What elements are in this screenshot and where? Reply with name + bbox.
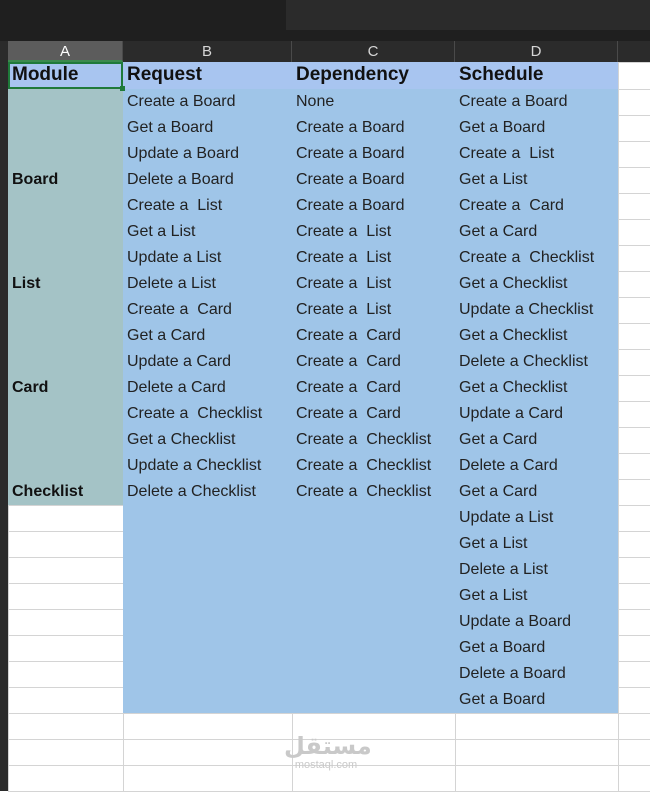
dependency-cell[interactable]: Create a Card — [296, 379, 401, 396]
request-cell[interactable]: Get a List — [127, 223, 196, 240]
schedule-cell[interactable]: Delete a Checklist — [459, 353, 588, 370]
schedule-cell[interactable]: Update a Card — [459, 405, 564, 422]
request-cell[interactable]: Get a Card — [127, 327, 206, 344]
schedule-cell[interactable]: Get a List — [459, 535, 528, 552]
header-cell-schedule[interactable]: Schedule — [459, 64, 544, 85]
dependency-cell[interactable]: Create a List — [296, 301, 392, 318]
request-cell[interactable]: Update a List — [127, 249, 222, 266]
header-cell-request[interactable]: Request — [127, 64, 202, 85]
dependency-cell[interactable]: Create a Board — [296, 171, 405, 188]
header-cell-dependency[interactable]: Dependency — [296, 64, 409, 85]
request-cell[interactable]: Get a Checklist — [127, 431, 236, 448]
schedule-cell[interactable]: Update a Checklist — [459, 301, 594, 318]
dependency-cell[interactable]: Create a Checklist — [296, 431, 432, 448]
module-cell[interactable]: List — [12, 275, 41, 292]
dependency-cell[interactable]: Create a List — [296, 249, 392, 266]
schedule-cell[interactable]: Create a List — [459, 145, 555, 162]
dependency-cell[interactable]: Create a Checklist — [296, 483, 432, 500]
request-cell[interactable]: Create a Card — [127, 301, 232, 318]
dependency-cell[interactable]: Create a Board — [296, 119, 405, 136]
request-cell[interactable]: Create a List — [127, 197, 223, 214]
request-cell[interactable]: Delete a Checklist — [127, 483, 256, 500]
module-cell[interactable]: Board — [12, 171, 59, 188]
schedule-cell[interactable]: Delete a Card — [459, 457, 558, 474]
schedule-cell[interactable]: Get a Card — [459, 223, 538, 240]
dependency-cell[interactable]: Create a List — [296, 275, 392, 292]
schedule-cell[interactable]: Get a List — [459, 587, 528, 604]
request-cell[interactable]: Update a Board — [127, 145, 240, 162]
dependency-cell[interactable]: Create a Card — [296, 405, 401, 422]
request-cell[interactable]: Update a Checklist — [127, 457, 262, 474]
module-cell[interactable]: Checklist — [12, 483, 84, 500]
name-box[interactable] — [0, 0, 284, 30]
schedule-cell[interactable]: Get a Card — [459, 483, 538, 500]
column-header-b[interactable]: B — [123, 41, 292, 62]
schedule-cell[interactable]: Get a Board — [459, 691, 546, 708]
request-cell[interactable]: Update a Card — [127, 353, 232, 370]
dependency-cell[interactable]: Create a Card — [296, 327, 401, 344]
dependency-cell[interactable]: Create a Checklist — [296, 457, 432, 474]
schedule-cell[interactable]: Get a Checklist — [459, 379, 568, 396]
request-cell[interactable]: Get a Board — [127, 119, 214, 136]
module-cell[interactable]: Card — [12, 379, 49, 396]
schedule-cell[interactable]: Get a Checklist — [459, 275, 568, 292]
active-cell-selection — [8, 62, 123, 89]
row-header-bar — [0, 62, 8, 791]
schedule-cell[interactable]: Get a Checklist — [459, 327, 568, 344]
dependency-cell[interactable]: Create a Board — [296, 145, 405, 162]
request-cell[interactable]: Create a Checklist — [127, 405, 263, 422]
schedule-cell[interactable]: Create a Board — [459, 93, 568, 110]
request-cell[interactable]: Delete a List — [127, 275, 216, 292]
schedule-cell[interactable]: Get a Board — [459, 639, 546, 656]
watermark-latin: mostaql.com — [294, 759, 358, 771]
column-header-bar — [0, 41, 650, 62]
formula-input[interactable] — [286, 0, 650, 30]
schedule-cell[interactable]: Get a Card — [459, 431, 538, 448]
schedule-cell[interactable]: Update a Board — [459, 613, 572, 630]
header-cell-module[interactable]: Module — [12, 64, 79, 85]
schedule-cell[interactable]: Get a List — [459, 171, 528, 188]
request-cell[interactable]: Create a Board — [127, 93, 236, 110]
dependency-cell[interactable]: Create a List — [296, 223, 392, 240]
request-cell[interactable]: Delete a Card — [127, 379, 226, 396]
dependency-cell[interactable]: None — [296, 93, 335, 110]
spreadsheet-grid[interactable] — [8, 62, 650, 791]
schedule-cell[interactable]: Get a Board — [459, 119, 546, 136]
dependency-cell[interactable]: Create a Board — [296, 197, 405, 214]
module-column-fill — [8, 89, 123, 505]
watermark-arabic: مستقل — [284, 732, 372, 760]
schedule-cell[interactable]: Create a Checklist — [459, 249, 595, 266]
column-header-d[interactable]: D — [455, 41, 618, 62]
request-cell[interactable]: Delete a Board — [127, 171, 234, 188]
schedule-cell[interactable]: Create a Card — [459, 197, 564, 214]
dependency-cell[interactable]: Create a Card — [296, 353, 401, 370]
schedule-cell[interactable]: Delete a Board — [459, 665, 566, 682]
schedule-cell[interactable]: Delete a List — [459, 561, 548, 578]
column-header-c[interactable]: C — [292, 41, 455, 62]
formula-bar-area — [0, 0, 650, 41]
schedule-cell[interactable]: Update a List — [459, 509, 554, 526]
column-header-a[interactable]: A — [8, 41, 123, 62]
watermark-logo — [284, 732, 372, 771]
